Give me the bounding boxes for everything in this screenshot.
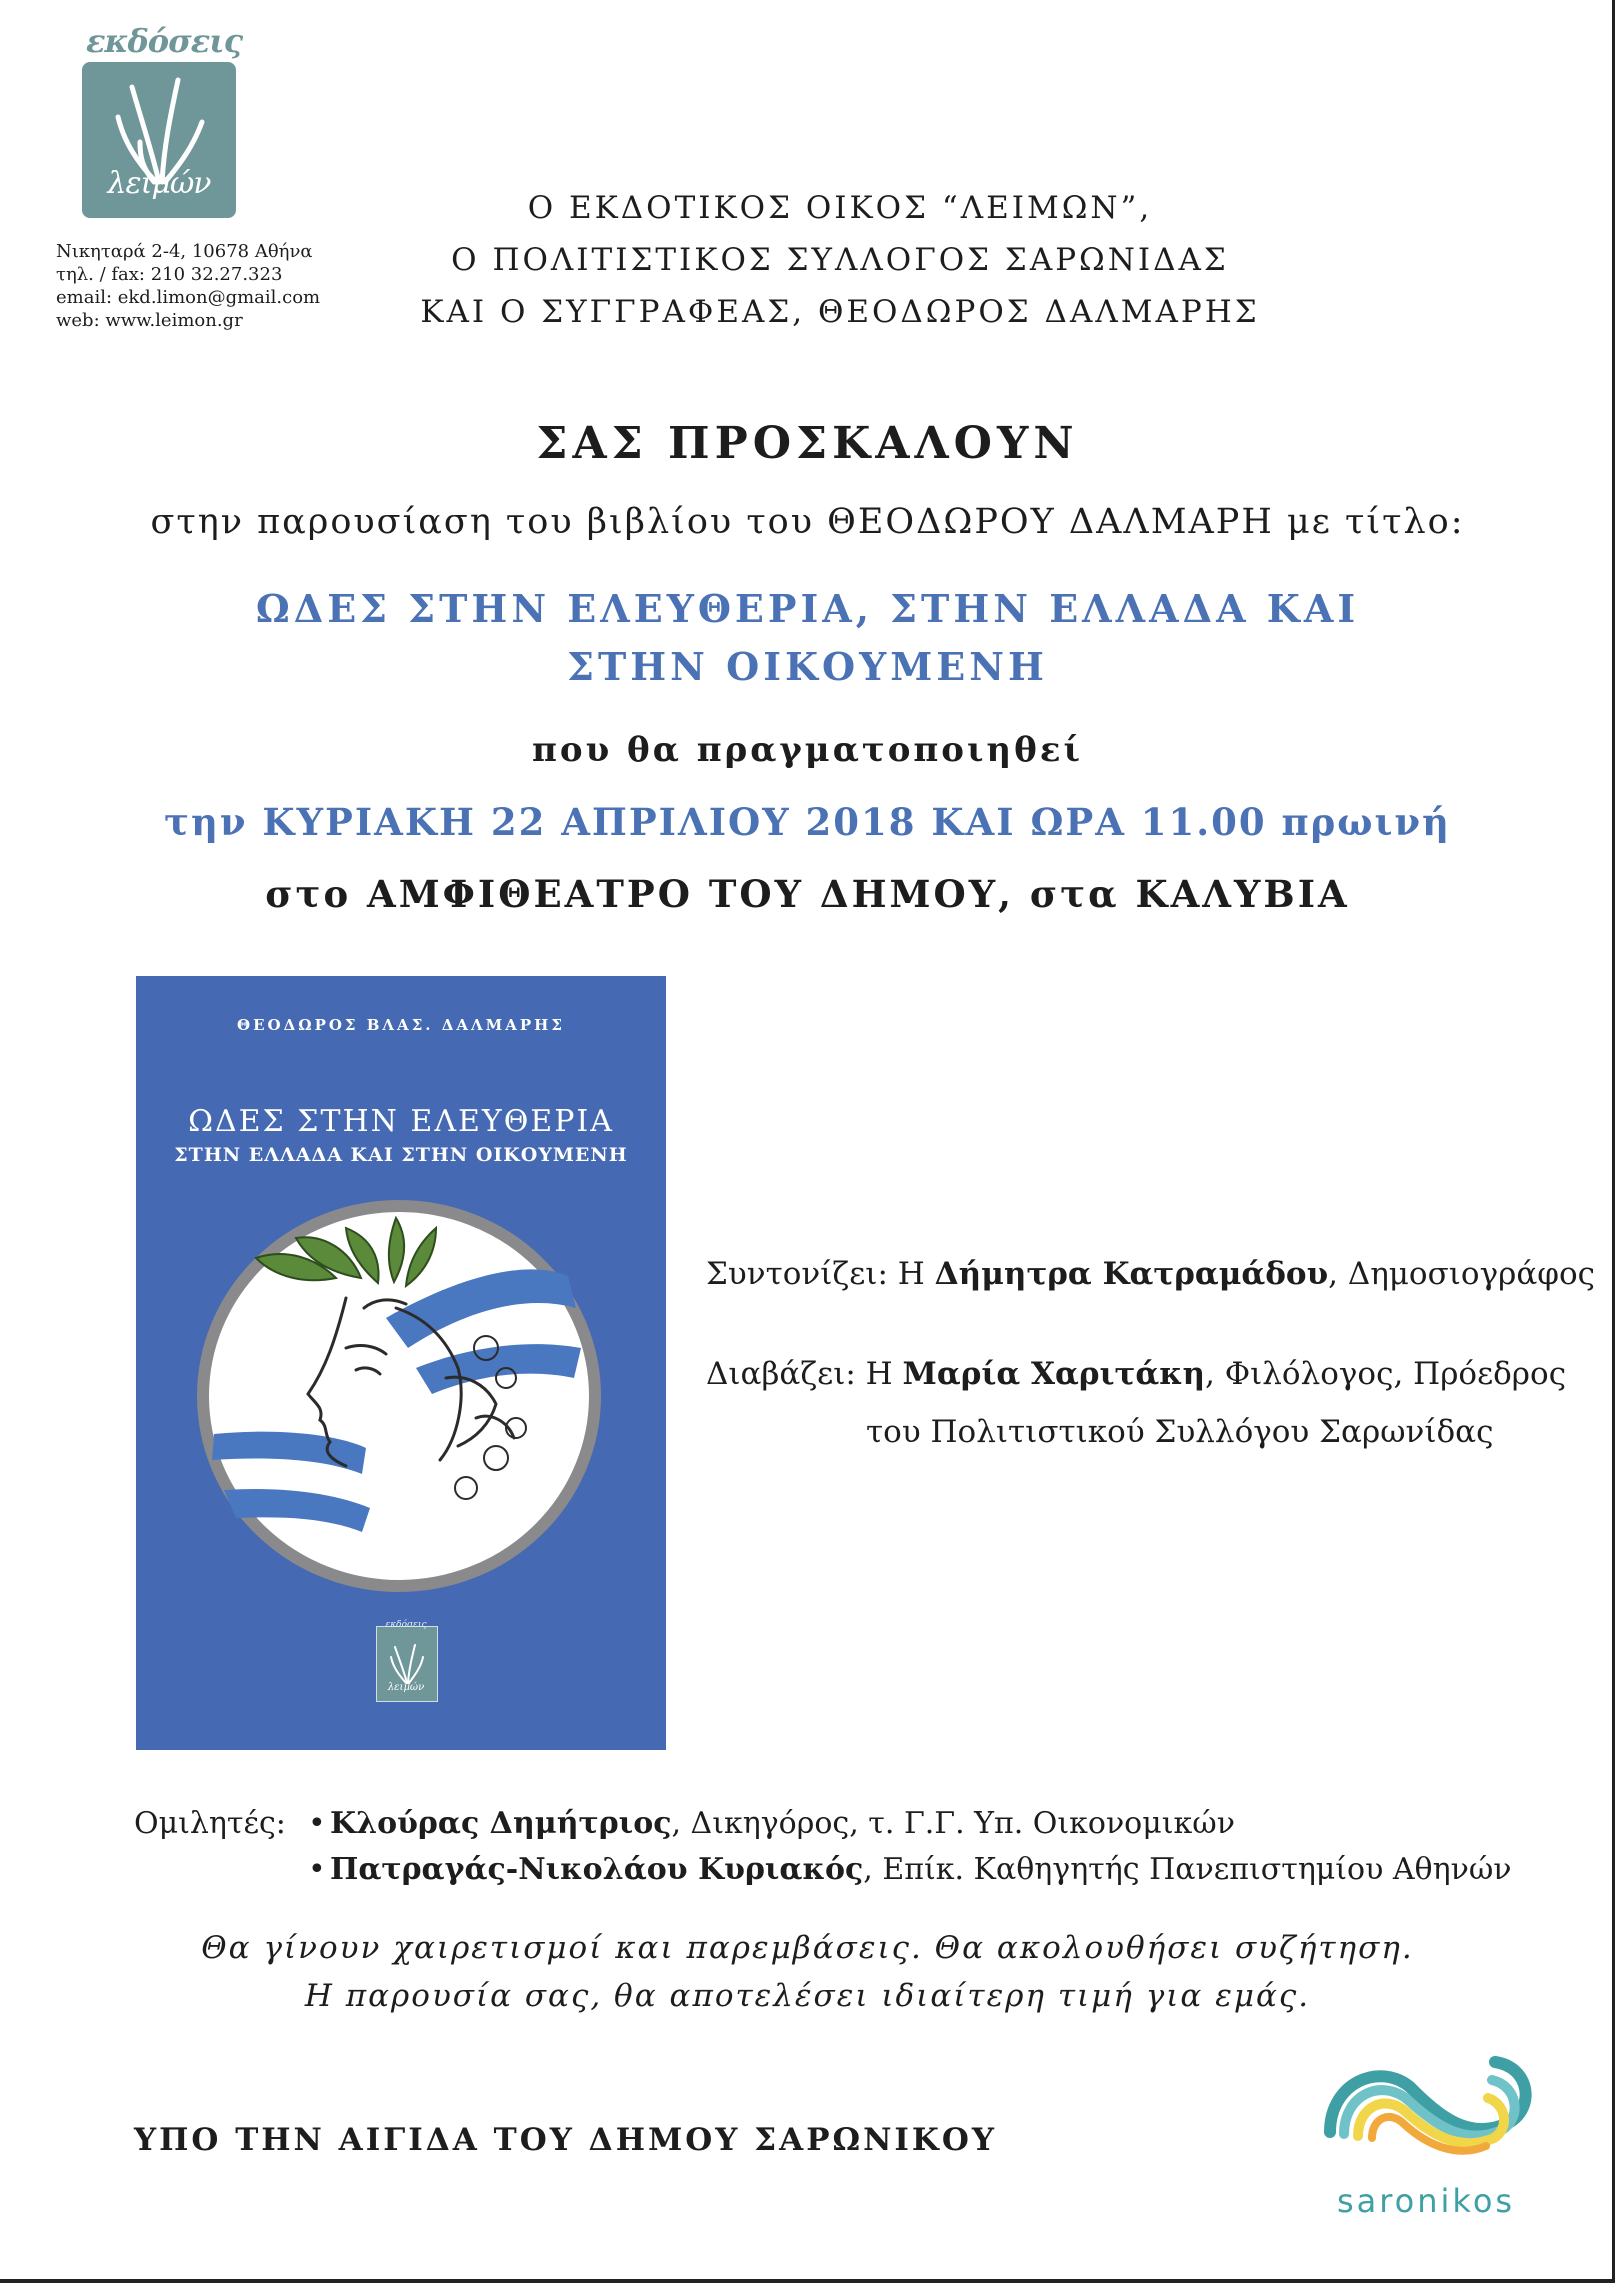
reader-line [706,1356,1566,1392]
laurel-head-icon [196,1198,602,1594]
speaker-item [308,1852,1512,1887]
speaker-name: Πατραγάς-Νικολάου Κυριακός [330,1852,864,1887]
publisher-phone: τηλ. / fax: 210 32.27.323 [56,264,283,285]
publisher-logo-top-text: εκδόσεις [86,22,243,60]
wave-swirl-icon [1310,2042,1540,2182]
reader-prefix: Διαβάζει: Η [706,1356,903,1392]
publisher-contact [56,240,320,332]
speakers-label: Ομιλητές: [134,1806,286,1841]
invitation-heading: ΣΑΣ ΠΡΟΣΚΑΛΟΥΝ [536,418,1079,469]
speaker-role: , Επίκ. Καθηγητής Πανεπιστημίου Αθηνών [863,1852,1512,1887]
cover-subtitle: ΣΤΗΝ ΕΛΛΑΔΑ ΚΑΙ ΣΤΗΝ ΟΙΚΟΥΜΕΝΗ [174,1144,628,1166]
speaker-item [308,1806,1235,1841]
cover-illustration [196,1198,602,1594]
saronikos-logo [1310,2042,1540,2182]
event-date: την ΚΥΡΙΑΚΗ 22 ΑΠΡΙΛΙΟΥ 2018 ΚΑΙ ΩΡΑ 11.00 πρωινή [164,800,1451,844]
cover-logo-top-text: εκδόσεις [385,1620,427,1630]
bullet-icon: • [308,1852,326,1887]
reader-name: Μαρία Χαριτάκη [902,1356,1205,1392]
will-take-place: που θα πραγματοποιηθεί [532,730,1083,770]
cover-author: ΘΕΟΔΩΡΟΣ ΒΛΑΣ. ΔΑΛΜΑΡΗΣ [237,1016,565,1034]
coordinator-prefix: Συντονίζει: Η [706,1256,935,1292]
book-title-line-1: ΩΔΕΣ ΣΤΗΝ ΕΛΕΥΘΕΡΙΑ, ΣΤΗΝ ΕΛΛΑΔΑ ΚΑΙ [255,586,1360,631]
book-title [0,580,1615,696]
coordinator-line [706,1256,1595,1292]
closing-line-1: Θα γίνουν χαιρετισμοί και παρεμβάσεις. Θα ακολουθήσει συζήτηση. [201,1930,1414,1966]
saronikos-logo-text: saronikos [1336,2182,1516,2220]
reader-suffix: , Φιλόλογος, Πρόεδρος [1205,1356,1567,1392]
speaker-role: , Δικηγόρος, τ. Γ.Γ. Υπ. Οικονομικών [671,1806,1235,1841]
event-venue: στο ΑΜΦΙΘΕΑΤΡΟ ΤΟΥ ΔΗΜΟΥ, στα ΚΑΛΥΒΙΑ [265,872,1350,916]
auspices-line: ΥΠΟ ΤΗΝ ΑΙΓΙΔΑ ΤΟΥ ΔΗΜΟΥ ΣΑΡΩΝΙΚΟΥ [134,2122,998,2158]
speaker-name: Κλούρας Δημήτριος [330,1806,672,1841]
publisher-email: email: ekd.limon@gmail.com [56,287,321,308]
publisher-web: web: www.leimon.gr [56,310,243,331]
presentation-line: στην παρουσίαση του βιβλίου του ΘΕΟΔΩΡΟΥ ΔΑΛΜΑΡΗ με τίτλο: [150,502,1465,542]
reader-line-2: του Πολιτιστικού Συλλόγου Σαρωνίδας [866,1414,1494,1450]
book-title-line-2: ΣΤΗΝ ΟΙΚΟΥΜΕΝΗ [567,644,1048,689]
coordinator-suffix: , Δημοσιογράφος [1328,1256,1595,1292]
coordinator-name: Δήμητρα Κατραμάδου [934,1256,1329,1292]
closing-line-2: Η παρουσία σας, θα αποτελέσει ιδιαίτερη τιμή για εμάς. [304,1978,1311,2014]
organizer-line-1: Ο ΕΚΔΟΤΙΚΟΣ ΟΙΚΟΣ “ΛΕΙΜΩΝ”, [527,190,1153,226]
organizer-line-3: ΚΑΙ Ο ΣΥΓΓΡΑΦΕΑΣ, ΘΕΟΔΩΡΟΣ ΔΑΛΜΑΡΗΣ [420,294,1260,330]
publisher-logo-bottom-text: λειμών [107,166,211,201]
publisher-address: Νικηταρά 2-4, 10678 Αθήνα [56,241,313,262]
organizer-line-2: Ο ΠΟΛΙΤΙΣΤΙΚΟΣ ΣΥΛΛΟΓΟΣ ΣΑΡΩΝΙΔΑΣ [451,242,1229,278]
cover-title: ΩΔΕΣ ΣΤΗΝ ΕΛΕΥΘΕΡΙΑ [188,1104,614,1139]
cover-logo-bottom-text: λειμών [387,1682,425,1693]
bullet-icon: • [308,1806,326,1841]
closing-text [0,1924,1615,2020]
organizers-header [380,182,1300,338]
